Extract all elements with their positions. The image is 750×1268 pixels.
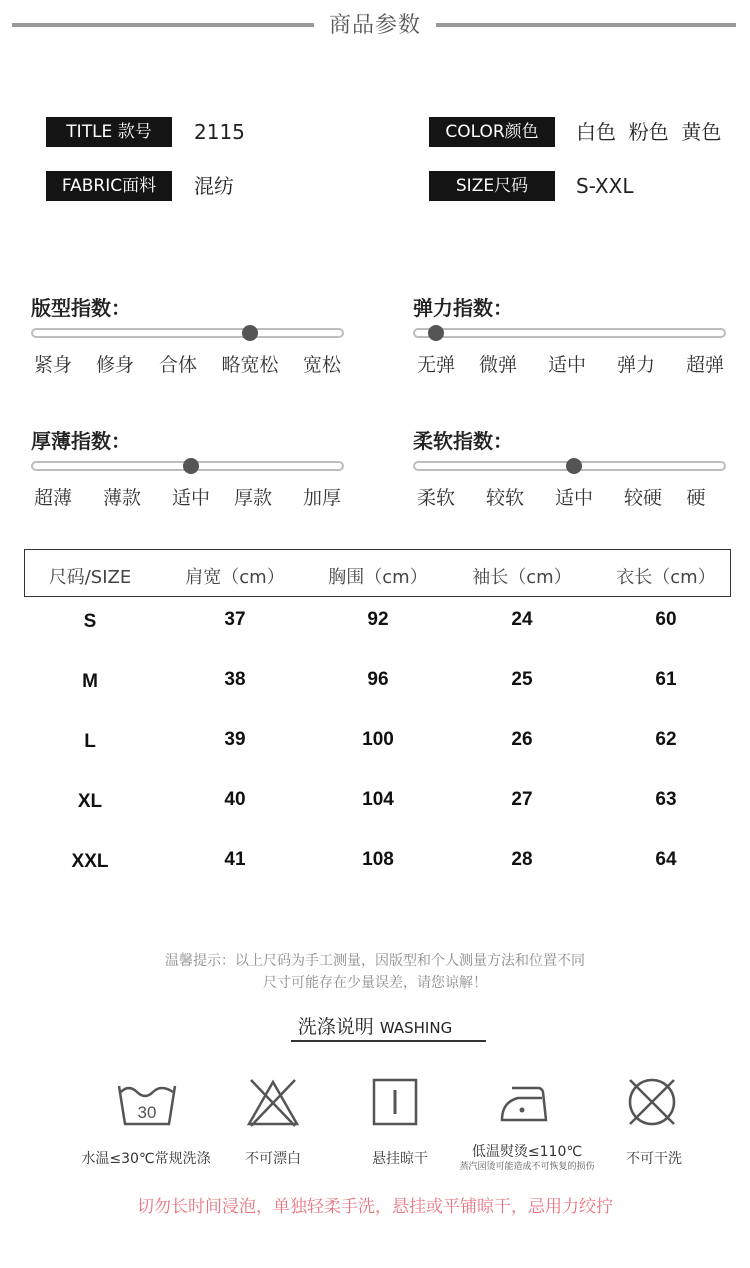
wash-label-hang-dry: 悬挂晾干 [372, 1151, 428, 1167]
index-level-label: 硬 [686, 487, 706, 509]
table-cell: 26 [511, 729, 533, 750]
param-value-size: S-XXL [576, 174, 634, 198]
size-note-line1: 温馨提示：以上尺码为手工测量，因版型和个人测量方法和位置不同 [165, 953, 585, 969]
index-level-label: 略宽松 [221, 354, 279, 376]
index-level-label: 加厚 [302, 487, 342, 509]
table-cell: 60 [655, 609, 677, 630]
index-level-label: 薄款 [102, 487, 142, 509]
index-level-label: 合体 [158, 354, 198, 376]
table-cell: 41 [224, 849, 246, 870]
index-level-label: 宽松 [302, 354, 342, 376]
no-dry-clean-icon [626, 1076, 678, 1128]
table-cell: 25 [511, 669, 533, 690]
washing-title-en: WASHING [379, 1019, 453, 1037]
wash-30-icon [115, 1078, 179, 1128]
index-level-label: 适中 [171, 487, 211, 509]
param-value-title: 2115 [194, 120, 245, 144]
index-track [31, 328, 344, 338]
washing-warning: 切勿长时间浸泡，单独轻柔手洗，悬挂或平铺晾干，忌用力绞拧 [137, 1197, 613, 1217]
index-level-label: 无弹 [416, 354, 456, 376]
index-level-label: 修身 [95, 354, 135, 376]
table-header-cell: 尺码/SIZE [48, 567, 132, 588]
size-note-line2: 尺寸可能存在少量误差，请您谅解！ [263, 975, 487, 991]
wash-label-no-dry-clean: 不可干洗 [626, 1151, 682, 1167]
table-cell: 100 [362, 729, 394, 750]
table-cell: 28 [511, 849, 533, 870]
index-level-label: 弹力 [616, 354, 656, 376]
index-knob [183, 458, 199, 474]
washing-underline [291, 1040, 486, 1042]
table-header-cell: 衣长（cm） [616, 567, 716, 588]
wash-label-30: 水温≤30℃常规洗涤 [81, 1151, 211, 1167]
index-title: 弹力指数： [413, 296, 513, 320]
index-level-label: 柔软 [416, 487, 456, 509]
index-level-label: 厚款 [233, 487, 273, 509]
no-bleach-icon [245, 1076, 301, 1128]
table-row-size: XXL [71, 851, 109, 872]
table-cell: 24 [511, 609, 533, 630]
washing-title [0, 1012, 750, 1039]
wash-sublabel-low-iron: 蒸汽园烫可能造成不可恢复的损伤 [459, 1162, 595, 1172]
index-title: 版型指数： [31, 296, 131, 320]
index-knob [242, 325, 258, 341]
index-title: 厚薄指数： [31, 429, 131, 453]
low-iron-icon [498, 1078, 550, 1126]
index-level-label: 适中 [547, 354, 587, 376]
index-level-label: 紧身 [33, 354, 73, 376]
table-cell: 37 [224, 609, 246, 630]
index-level-label: 较软 [485, 487, 525, 509]
table-row-size: XL [77, 791, 103, 812]
table-row-size: M [82, 671, 98, 692]
table-cell: 62 [655, 729, 677, 750]
index-level-label: 超弹 [685, 354, 725, 376]
table-cell: 108 [362, 849, 394, 870]
param-tag-title: TITLE 款号 [46, 117, 172, 147]
table-cell: 104 [362, 789, 394, 810]
param-value-fabric: 混纺 [194, 174, 234, 198]
hang-dry-icon [372, 1078, 418, 1126]
washing-title-cn: 洗涤说明 [297, 1016, 374, 1038]
table-cell: 27 [511, 789, 533, 810]
table-header-cell: 胸围（cm） [328, 567, 428, 588]
table-cell: 64 [655, 849, 677, 870]
index-level-label: 微弹 [478, 354, 518, 376]
index-level-label: 适中 [554, 487, 594, 509]
param-value-color: 白色 粉色 黄色 [576, 120, 722, 144]
index-level-label: 较硬 [623, 487, 663, 509]
index-level-label: 超薄 [33, 487, 73, 509]
table-cell: 96 [367, 669, 389, 690]
param-tag-size: SIZE尺码 [429, 171, 555, 201]
table-header-cell: 肩宽（cm） [185, 567, 285, 588]
table-cell: 63 [655, 789, 677, 810]
wash-label-low-iron: 低温熨烫≤110℃ [471, 1144, 583, 1160]
wash-temp-text: 30 [137, 1103, 157, 1122]
index-title: 柔软指数： [413, 429, 513, 453]
wash-label-no-bleach: 不可漂白 [245, 1151, 301, 1167]
table-cell: 40 [224, 789, 246, 810]
param-tag-color: COLOR颜色 [429, 117, 555, 147]
index-knob [428, 325, 444, 341]
index-knob [566, 458, 582, 474]
table-cell: 39 [224, 729, 246, 750]
table-row-size: L [84, 731, 96, 752]
table-header-cell: 袖长（cm） [472, 567, 572, 588]
section-title: 商品参数 [328, 13, 421, 38]
table-cell: 92 [367, 609, 389, 630]
table-cell: 61 [655, 669, 677, 690]
table-cell: 38 [224, 669, 246, 690]
index-track [413, 328, 726, 338]
param-tag-fabric: FABRIC面料 [46, 171, 172, 201]
table-row-size: S [83, 611, 97, 632]
